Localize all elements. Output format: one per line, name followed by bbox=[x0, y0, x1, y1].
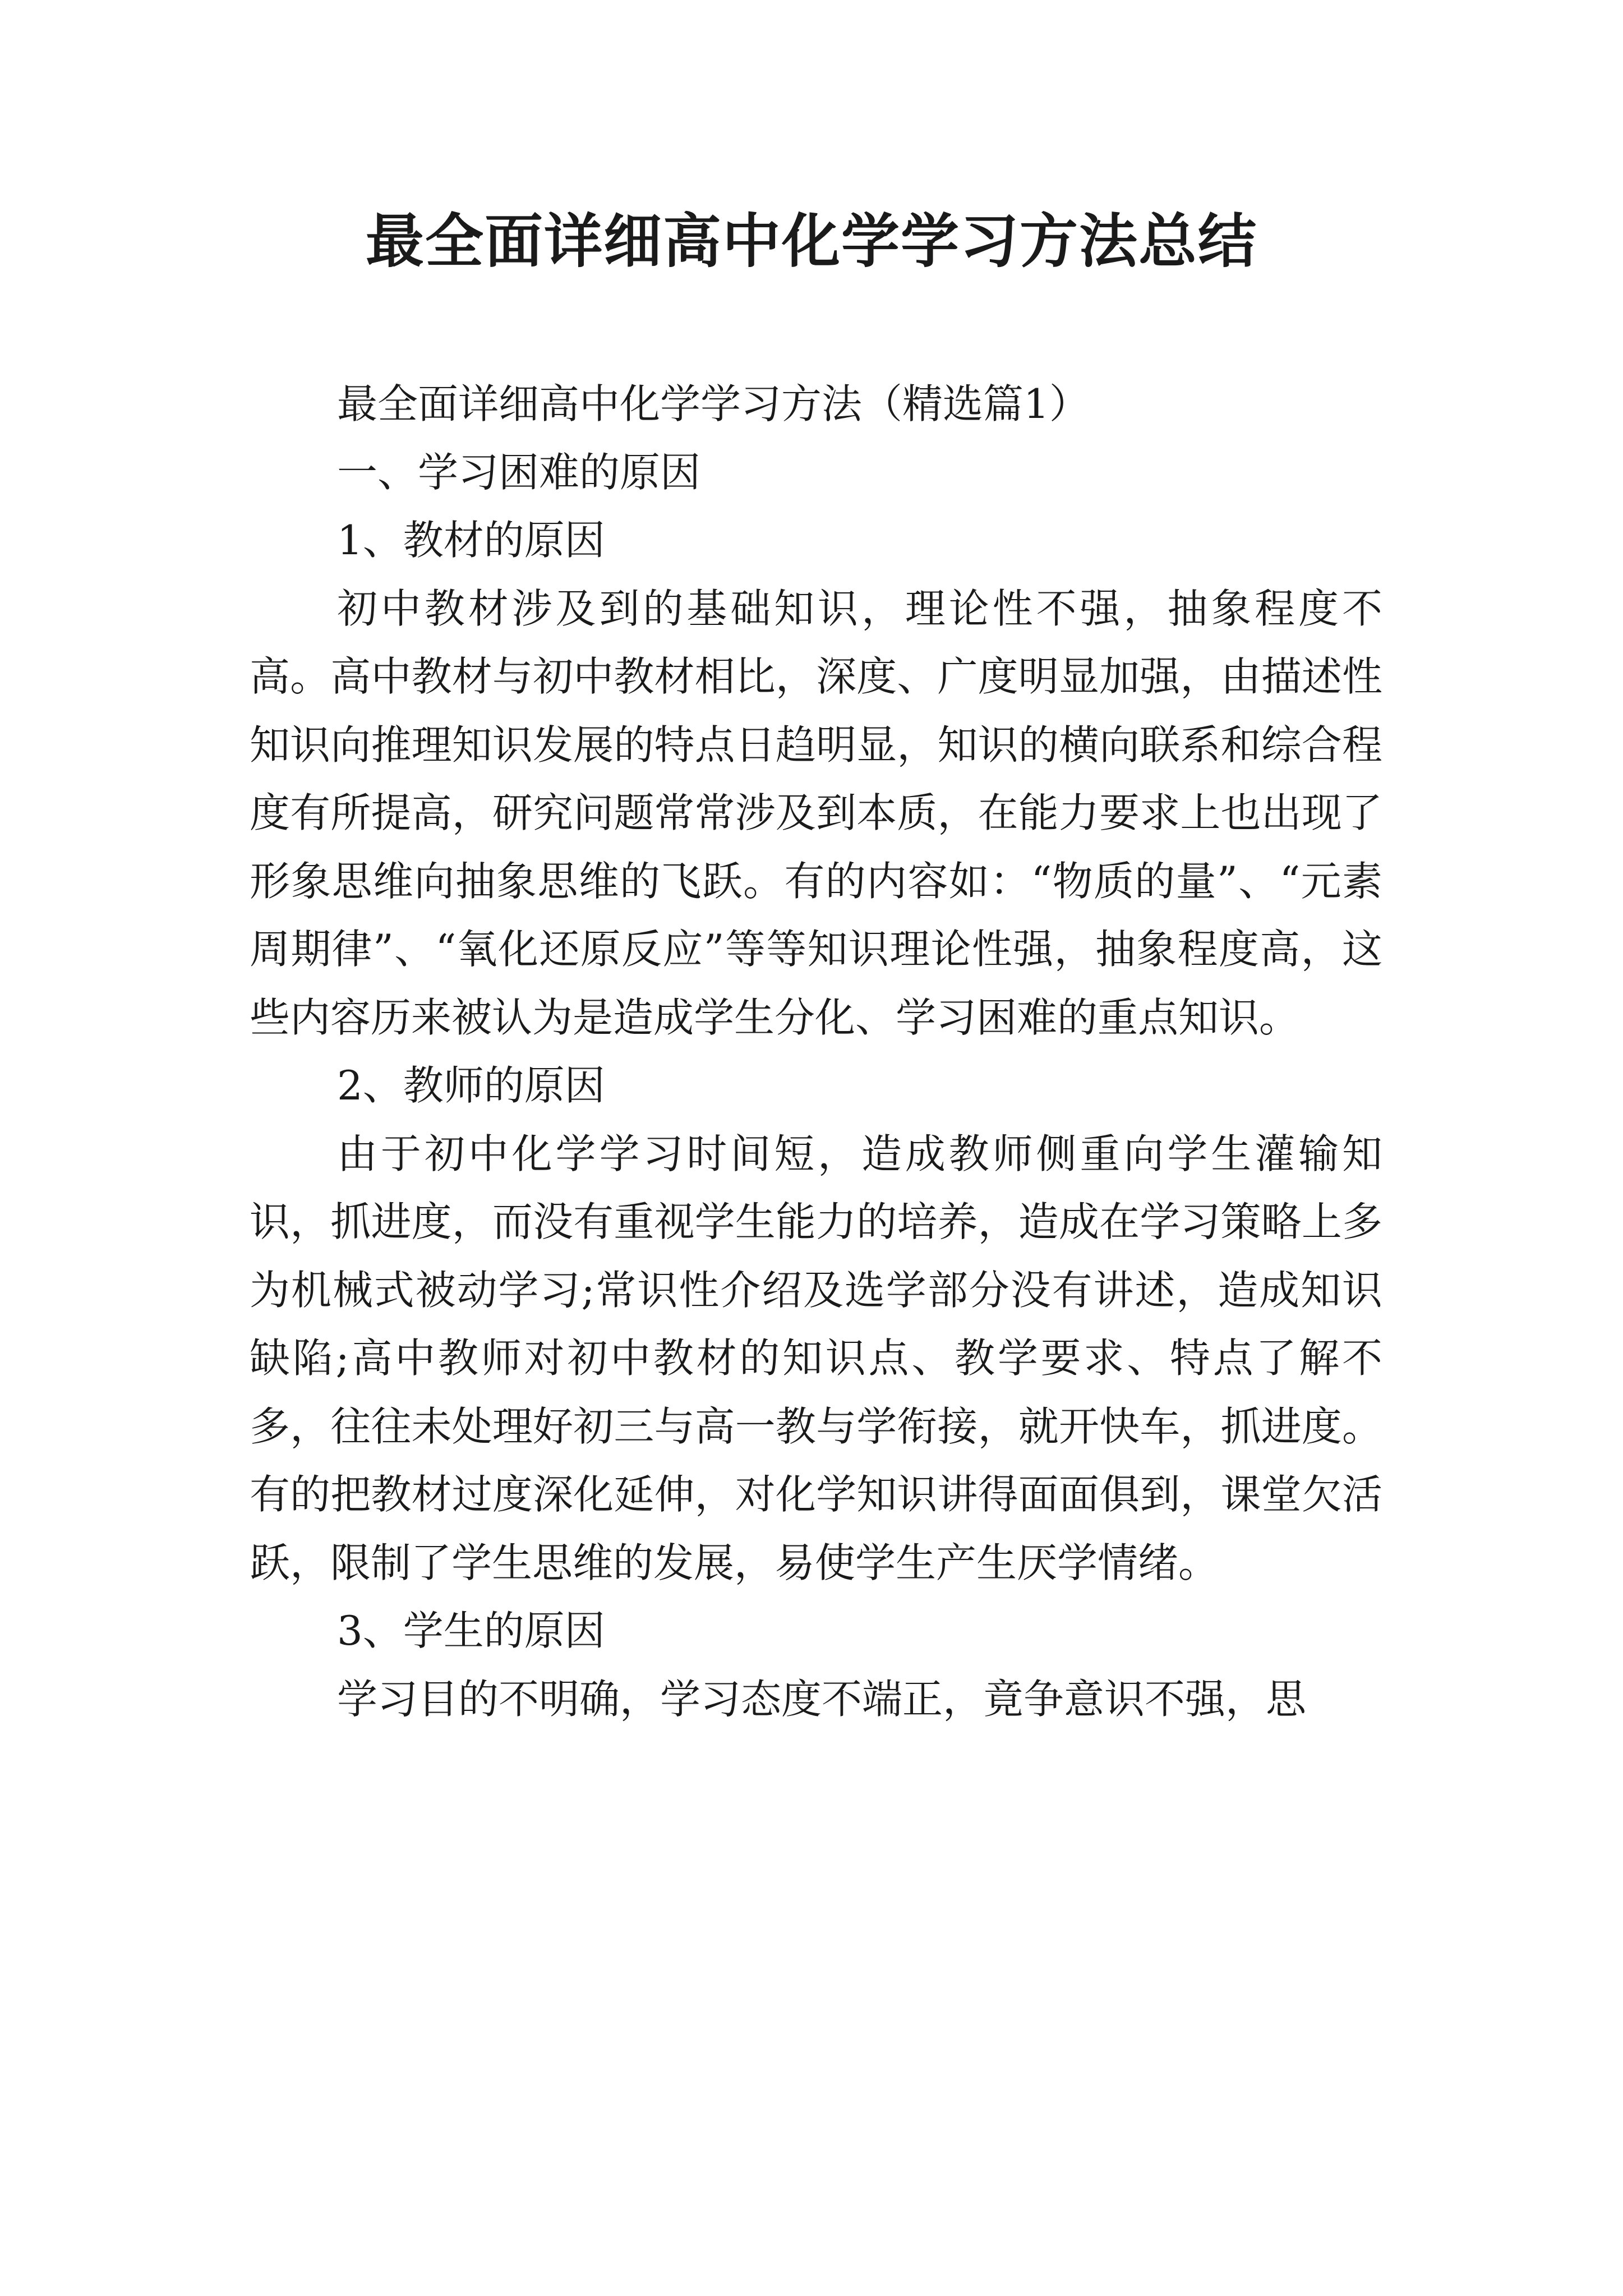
paragraph-textbook: 初中教材涉及到的基础知识，理论性不强，抽象程度不高。高中教材与初中教材相比，深度、广度明显加强，由描述性知识向推理知识发展的特点日趋明显，知识的横向联系和综合程度有所提高，研究问题常常涉及到本质，在能力要求上也出现了形象思维向抽象思维的飞跃。有的内容如：“物质的量”、“元素周期律”、“氧化还原反应”等等知识理论性强，抽象程度高，这些内容历来被认为是造成学生分化、学习困难的重点知识。 bbox=[250, 585, 1382, 1041]
paragraph-teacher: 由于初中化学学习时间短，造成教师侧重向学生灌输知识，抓进度，而没有重视学生能力的培养，造成在学习策略上多为机械式被动学习;常识性介绍及选学部分没有讲述，造成知识缺陷;高中教师对初中教材的知识点、教学要求、特点了解不多，往往未处理好初三与高一教与学衔接，就开快车，抓进度。有的把教材过度深化延伸，对化学知识讲得面面俱到，课堂欠活跃，限制了学生思维的发展，易使学生产生厌学情绪。 bbox=[250, 1130, 1382, 1586]
subheading-student: 3、学生的原因 bbox=[337, 1607, 605, 1654]
section-heading: 最全面详细高中化学学习方法（精选篇1） bbox=[337, 380, 1090, 427]
part-heading: 一、学习困难的原因 bbox=[337, 448, 701, 496]
document-body bbox=[250, 370, 1382, 1733]
subheading-textbook: 1、教材的原因 bbox=[337, 517, 605, 564]
document-title: 最全面详细高中化学学习方法总结 bbox=[365, 207, 1257, 275]
paragraph-student: 学习目的不明确，学习态度不端正，竟争意识不强，思 bbox=[337, 1675, 1307, 1723]
subheading-teacher: 2、教师的原因 bbox=[337, 1062, 605, 1109]
